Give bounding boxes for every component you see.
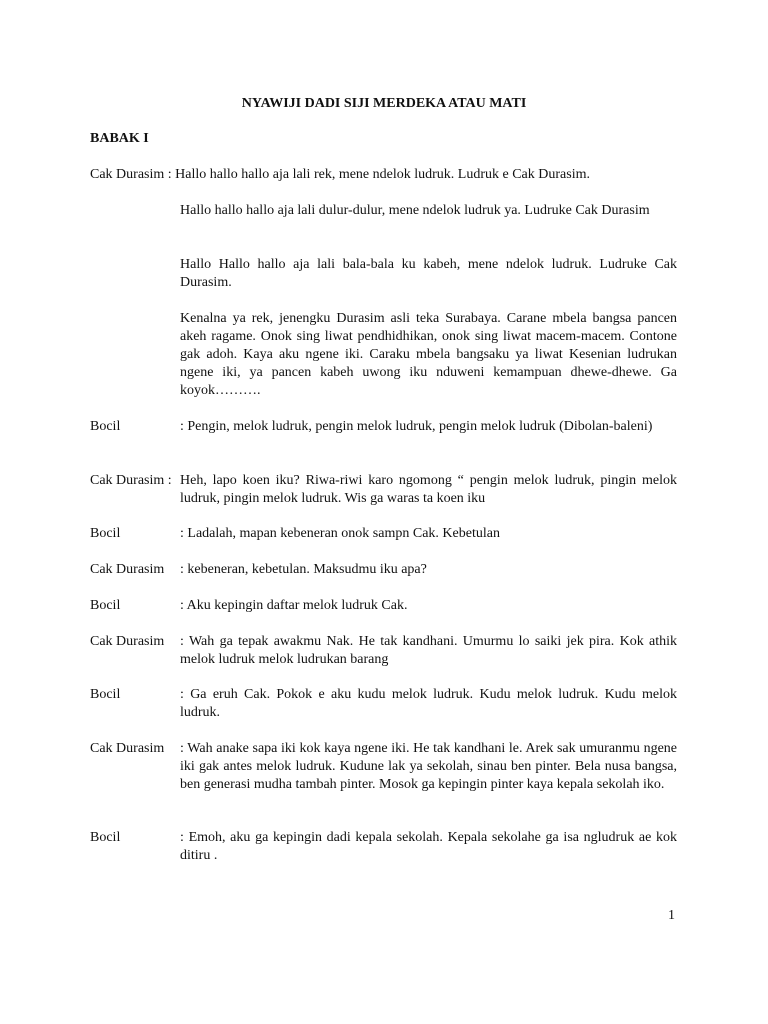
- dialogue-text: : Aku kepingin daftar melok ludruk Cak.: [180, 598, 408, 613]
- dialogue-line: [90, 310, 677, 400]
- dialogue-line: [90, 633, 677, 669]
- dialogue-line: [90, 418, 677, 436]
- dialogue-line: [90, 256, 677, 292]
- dialogue-line: [90, 166, 677, 184]
- dialogue-text: : Pengin, melok ludruk, pengin melok ludruk, pengin melok ludruk (Dibolan-baleni): [180, 419, 653, 434]
- dialogue-text: : Wah ga tepak awakmu Nak. He tak kandhani. Umurmu lo saiki jek pira. Kok athik melok ludruk melok ludrukan barang: [180, 634, 677, 667]
- dialogue-line: [90, 740, 677, 794]
- speaker-name: Cak Durasim: [90, 562, 165, 577]
- speaker-name: Bocil: [90, 598, 121, 613]
- page-number: 1: [668, 908, 675, 923]
- dialogue-line: [90, 597, 677, 615]
- speaker-name: Bocil: [90, 687, 121, 702]
- dialogue-text: : Ladalah, mapan kebeneran onok sampn Cak. Kebetulan: [180, 526, 500, 541]
- dialogue-text: Heh, lapo koen iku? Riwa-riwi karo ngomong “ pengin melok ludruk, pingin melok ludruk, pingin melok ludruk. Wis ga waras ta koen iku: [180, 473, 677, 506]
- dialogue-text: : Wah anake sapa iki kok kaya ngene iki. He tak kandhani le. Arek sak umuranmu ngene iki gak antes melok ludruk. Kudune lak ya sekolah, sinau ben pinter. Bela nusa bangsa, ben generasi mudha tambah pinter. Mosok ga kepingin pinter kaya kepala sekolah iko.: [180, 741, 677, 792]
- dialogue-line: [90, 525, 677, 543]
- dialogue-text: : Emoh, aku ga kepingin dadi kepala sekolah. Kepala sekolahe ga isa ngludruk ae kok ditiru .: [180, 830, 677, 863]
- dialogue-text: : kebeneran, kebetulan. Maksudmu iku apa?: [180, 562, 427, 577]
- dialogue-text: : Ga eruh Cak. Pokok e aku kudu melok ludruk. Kudu melok ludruk. Kudu melok ludruk.: [180, 687, 677, 720]
- document-title: NYAWIJI DADI SIJI MERDEKA ATAU MATI: [241, 96, 527, 111]
- act-heading: BABAK I: [90, 131, 149, 146]
- speaker-name: Bocil: [90, 419, 121, 434]
- dialogue-line: [90, 686, 677, 722]
- dialogue-text: Hallo hallo hallo aja lali dulur-dulur, mene ndelok ludruk ya. Ludruke Cak Durasim: [180, 203, 650, 218]
- speaker-name: Cak Durasim :: [90, 167, 172, 182]
- dialogue-line: [90, 561, 677, 579]
- dialogue-line: [90, 202, 677, 220]
- speaker-name: Bocil: [90, 830, 121, 845]
- dialogue-line: [90, 472, 677, 508]
- speaker-name: Cak Durasim :: [90, 473, 172, 488]
- speaker-name: Cak Durasim: [90, 634, 165, 649]
- dialogue-text: Hallo hallo hallo aja lali rek, mene ndelok ludruk. Ludruk e Cak Durasim.: [175, 167, 590, 182]
- dialogue-text: Hallo Hallo hallo aja lali bala-bala ku kabeh, mene ndelok ludruk. Ludruke Cak Durasim.: [180, 257, 677, 290]
- speaker-name: Bocil: [90, 526, 121, 541]
- dialogue-text: Kenalna ya rek, jenengku Durasim asli teka Surabaya. Carane mbela bangsa pancen akeh ragame. Onok sing liwat pendhidhikan, onok sing liwat macem-macem. Contone gak adoh. Kaya aku ngene iki. Caraku mbela bangsaku ya liwat Kesenian ludrukan ngene iki, ya pancen kabeh uwong iku nduweni kemampuan dhewe-dhewe. Ga koyok……….: [180, 311, 677, 398]
- dialogue-line: [90, 829, 677, 865]
- speaker-name: Cak Durasim: [90, 741, 165, 756]
